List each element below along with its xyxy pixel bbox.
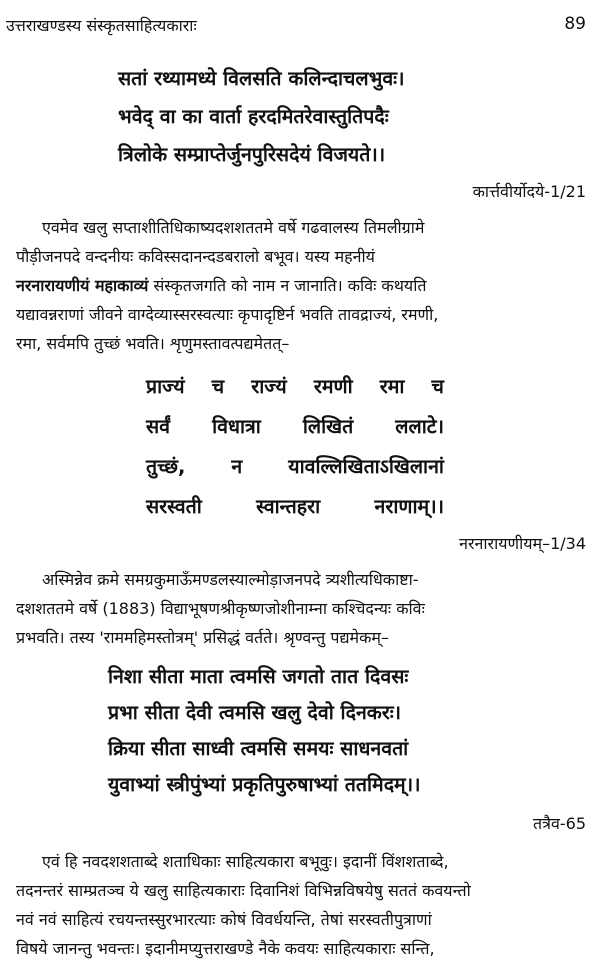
para2-line-3: प्रभवति। तस्य 'राममहिमस्तोत्रम्' प्रसिद्धं वर्तते। श्रृण्वन्तु पद्यमेकम्–	[16, 628, 389, 647]
verse-word: च	[431, 375, 444, 398]
verse-word: सरस्वती	[146, 495, 202, 518]
para3-line-2: तदनन्तरं साम्प्रतञ्च ये खलु साहित्यकाराः दिवानिशं विभिन्नविषयेषु सततं कवयन्तो	[16, 881, 471, 900]
verse-word: स्वान्तहरा	[256, 495, 321, 518]
verse-word: सर्वं	[146, 415, 171, 438]
verse2-line-2	[146, 412, 444, 439]
citation-3: तत्रैव-65	[533, 814, 586, 833]
para1-line-3-rest: संस्कृतजगति को नाम न जानाति। कविः कथयति	[153, 276, 427, 295]
verse3-line-1: निशा सीता माता त्वमसि जगतो तात दिवसः	[108, 665, 409, 688]
para1-line-3	[16, 274, 426, 296]
verse2-line-3	[146, 452, 444, 479]
para1-line-4: यद्यावन्नराणां जीवने वाग्देव्यास्सरस्वत्याः कृपादृष्टिर्न भवति तावद्राज्यं, रमणी,	[16, 305, 439, 324]
verse-word: रमा	[379, 375, 405, 398]
citation-1: कार्त्तवीर्योदये-1/21	[472, 182, 586, 201]
verse1-line-1: सतां रथ्यामध्ये विलसति कलिन्दाचलभुवः।	[118, 67, 405, 90]
page-number: 89	[564, 14, 586, 34]
verse1-line-2: भवेद् वा का वार्ता हरदमितरेवास्तुतिपदैः	[118, 105, 389, 128]
para1-line-1: एवमेव खलु सप्ताशीतिधिकाष्यदशशततमे वर्षे गढवालस्य तिमलीग्रामे	[42, 218, 425, 237]
para3-line-3: नवं नवं साहित्यं रचयन्तस्सुरभारत्याः कोषं विवर्धयन्ति, तेषां सरस्वतीपुत्राणां	[16, 910, 432, 929]
verse-word: राज्यं	[251, 375, 287, 398]
verse3-line-4: युवाभ्यां स्त्रीपुंभ्यां प्रकृतिपुरुषाभ्यां ततमिदम्।।	[108, 773, 421, 796]
verse-word: तुच्छं,	[146, 455, 186, 478]
para3-line-1: एवं हि नवदशशताब्दे शताधिकाः साहित्यकारा बभूवुः। इदानीं विंशशताब्दे,	[42, 852, 449, 871]
page-header	[6, 14, 586, 40]
para1-line-5: रमा, सर्वमपि तुच्छं भवति। शृणुमस्तावत्पद्यमेतत्–	[16, 334, 290, 353]
para1-line-2: पौड़ीजनपदे वन्दनीयः कविस्सदानन्दडबरालो बभूव। यस्य महनीयं	[16, 247, 375, 266]
para2-line-2: दशशततमे वर्षे (1883) विद्याभूषणश्रीकृष्णजोशीनाम्ना कश्चिदन्यः कविः	[16, 599, 425, 618]
verse-word: यावल्लिखिताऽखिलानां	[288, 455, 444, 478]
verse-word: रमणी	[313, 375, 353, 398]
verse1-line-3: त्रिलोके सम्प्राप्तेर्जुनपुरिसदेयं विजयते।।	[118, 143, 386, 166]
verse3-line-2: प्रभा सीता देवी त्वमसि खलु देवो दिनकरः।	[108, 701, 402, 724]
verse-word: नराणाम्।।	[374, 495, 444, 518]
verse-word: लिखितं	[302, 415, 354, 438]
para2-line-1: अस्मिन्नेव क्रमे समग्रकुमाऊँमण्डलस्याल्मोड़ाजनपदे त्र्यशीत्यधिकाष्टा-	[42, 570, 419, 589]
verse3-line-3: क्रिया सीता साध्वी त्वमसि समयः साधनवतां	[108, 737, 409, 760]
verse-word: न	[231, 455, 243, 478]
citation-2: नरनारायणीयम्–1/34	[459, 534, 586, 553]
verse-word: प्राज्यं	[146, 375, 185, 398]
running-title: उत्तराखण्डस्य संस्कृतसाहित्यकाराः	[6, 16, 197, 35]
verse2-line-1	[146, 372, 444, 399]
book-title-bold: नरनारायणीयं महाकाव्यं	[16, 276, 149, 295]
verse-word: च	[211, 375, 225, 398]
para3-line-4: विषये जानन्तु भवन्तः। इदानीमप्युत्तराखण्डे नैके कवयः साहित्यकाराः सन्ति,	[16, 939, 435, 958]
verse-word: विधात्रा	[212, 415, 261, 438]
verse-word: ललाटे।	[395, 415, 444, 438]
verse2-line-4	[146, 492, 444, 519]
